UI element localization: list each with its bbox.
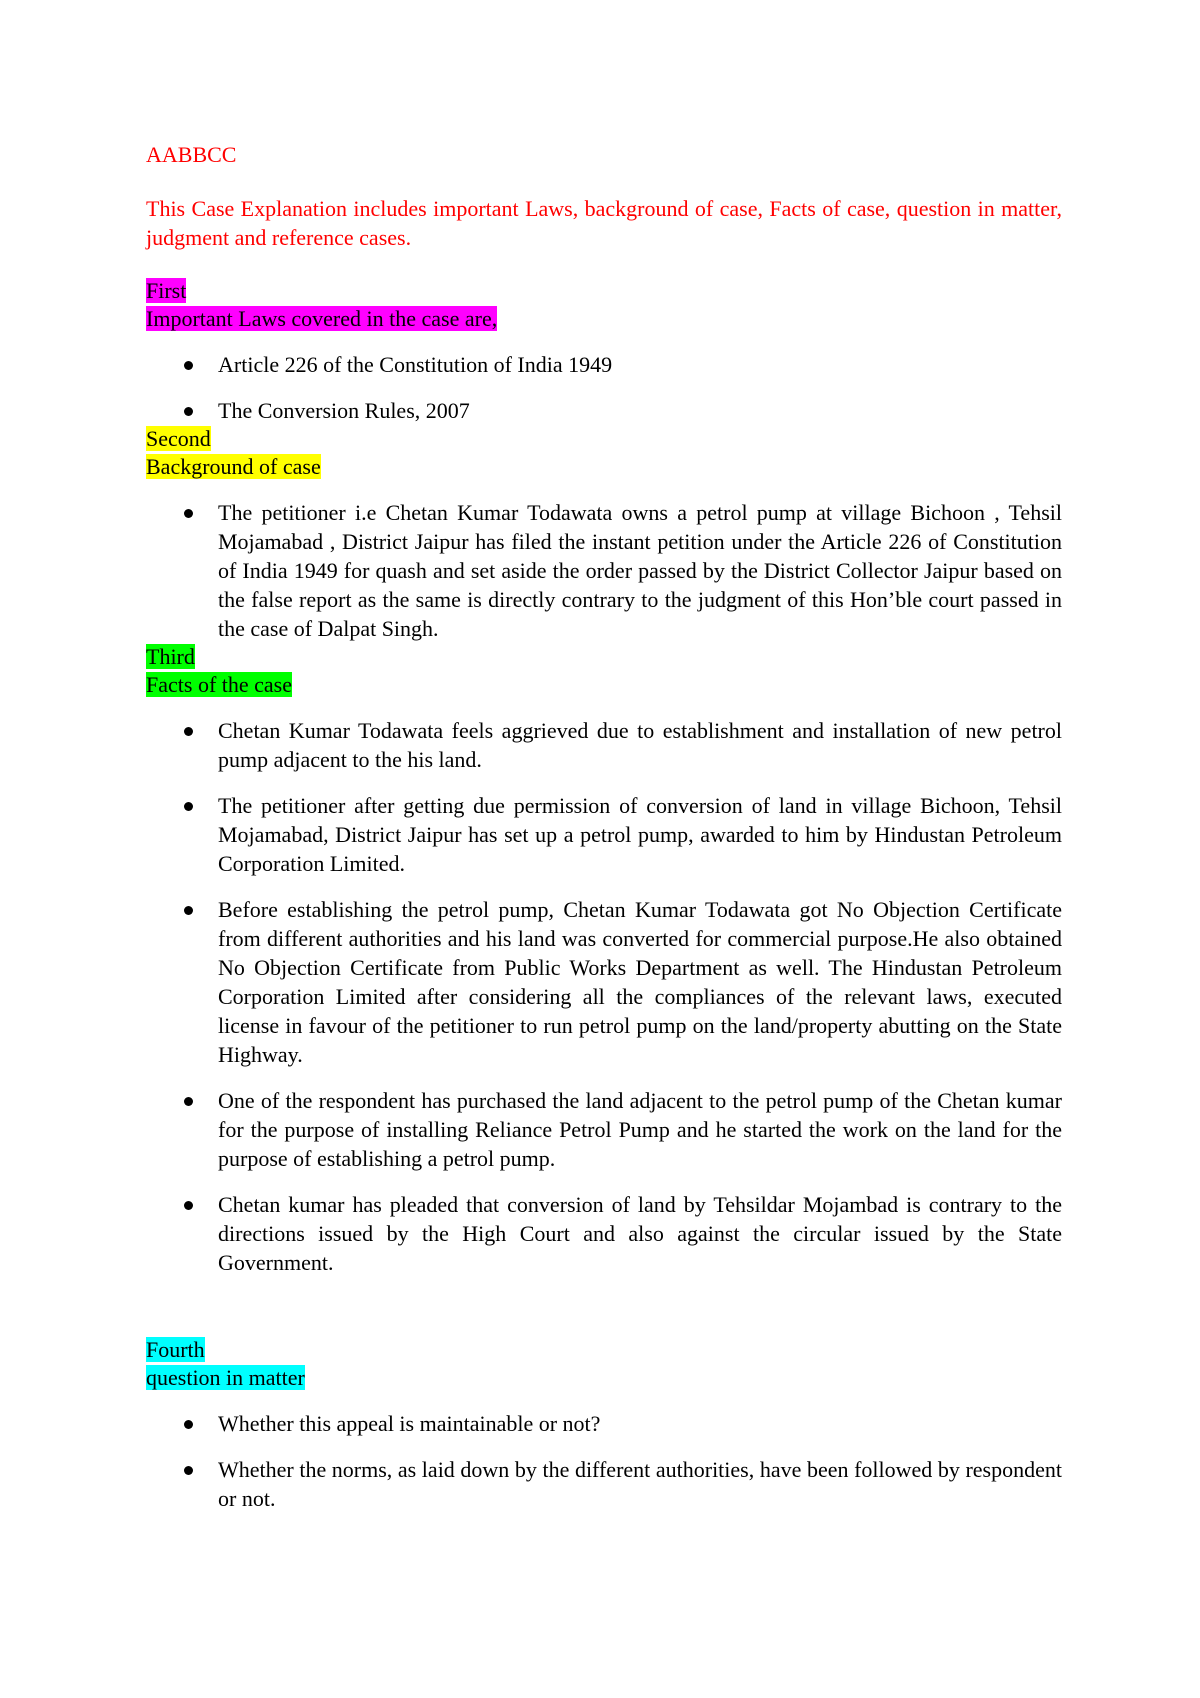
spacer — [146, 1294, 1062, 1336]
list-item — [146, 1086, 1062, 1173]
list-item-text: Chetan kumar has pleaded that conversion of land by Tehsildar Mojambad is contrary to the directions issued by the High Court and also against the circular issued by the State Government. — [218, 1192, 1062, 1275]
bullet-icon — [184, 906, 193, 915]
list-item — [146, 1190, 1062, 1277]
section-label: Third — [146, 644, 195, 669]
bullet-list — [146, 350, 1062, 425]
list-item-text: Article 226 of the Constitution of India 1949 — [218, 352, 613, 377]
section-label: Second — [146, 426, 211, 451]
list-item-text: Whether this appeal is maintainable or not? — [218, 1411, 601, 1436]
list-item-text: Chetan Kumar Todawata feels aggrieved due to establishment and installation of new petrol pump adjacent to the his land. — [218, 718, 1062, 772]
section-label: Fourth — [146, 1337, 205, 1362]
list-item — [146, 498, 1062, 643]
bullet-icon — [184, 1201, 193, 1210]
document-body — [146, 140, 1062, 1530]
bullet-icon — [184, 802, 193, 811]
document-title: AABBCC — [146, 142, 237, 167]
section-first — [146, 277, 1062, 425]
list-item-text: The petitioner after getting due permission of conversion of land in village Bichoon, Tehsil Mojamabad, District Jaipur has set up a petrol pump, awarded to him by Hindustan Petroleum Corporation Limited. — [218, 793, 1062, 876]
list-item-text: The petitioner i.e Chetan Kumar Todawata owns a petrol pump at village Bichoon , Tehsil Mojamabad , District Jaipur has filed the instant petition under the Article 226 of Constitution of India 1949 for quash and set aside the order passed by the District Collector Jaipur based on the false report as the same is directly contrary to the judgment of this Hon’ble court passed in the case of Dalpat Singh. — [218, 500, 1062, 641]
section-heading: question in matter — [146, 1365, 305, 1390]
bullet-icon — [184, 509, 193, 518]
bullet-icon — [184, 1466, 193, 1475]
list-item — [146, 716, 1062, 774]
list-item — [146, 1455, 1062, 1513]
section-second — [146, 425, 1062, 643]
list-item — [146, 895, 1062, 1069]
section-heading: Important Laws covered in the case are, — [146, 306, 498, 331]
list-item-text: One of the respondent has purchased the land adjacent to the petrol pump of the Chetan kumar for the purpose of installing Reliance Petrol Pump and he started the work on the land for the purpose of establishing a petrol pump. — [218, 1088, 1062, 1171]
bullet-icon — [184, 1420, 193, 1429]
section-fourth — [146, 1336, 1062, 1513]
section-heading: Background of case — [146, 454, 321, 479]
list-item — [146, 791, 1062, 878]
list-item — [146, 396, 1062, 425]
section-third — [146, 643, 1062, 1277]
bullet-icon — [184, 407, 193, 416]
list-item-text: The Conversion Rules, 2007 — [218, 398, 470, 423]
list-item — [146, 350, 1062, 379]
bullet-list — [146, 1409, 1062, 1513]
document-intro: This Case Explanation includes important Laws, background of case, Facts of case, question in matter, judgment and reference cases. — [146, 196, 1062, 250]
list-item-text: Whether the norms, as laid down by the different authorities, have been followed by respondent or not. — [218, 1457, 1062, 1511]
bullet-list — [146, 498, 1062, 643]
bullet-icon — [184, 727, 193, 736]
section-heading: Facts of the case — [146, 672, 292, 697]
bullet-icon — [184, 1097, 193, 1106]
section-label: First — [146, 278, 187, 303]
list-item-text: Before establishing the petrol pump, Chetan Kumar Todawata got No Objection Certificate from different authorities and his land was converted for commercial purpose.He also obtained No Objection Certificate from Public Works Department as well. The Hindustan Petroleum Corporation Limited after considering all the compliances of the relevant laws, executed license in favour of the petitioner to run petrol pump on the land/property abutting on the State Highway. — [218, 897, 1062, 1067]
list-item — [146, 1409, 1062, 1438]
bullet-icon — [184, 361, 193, 370]
bullet-list — [146, 716, 1062, 1277]
